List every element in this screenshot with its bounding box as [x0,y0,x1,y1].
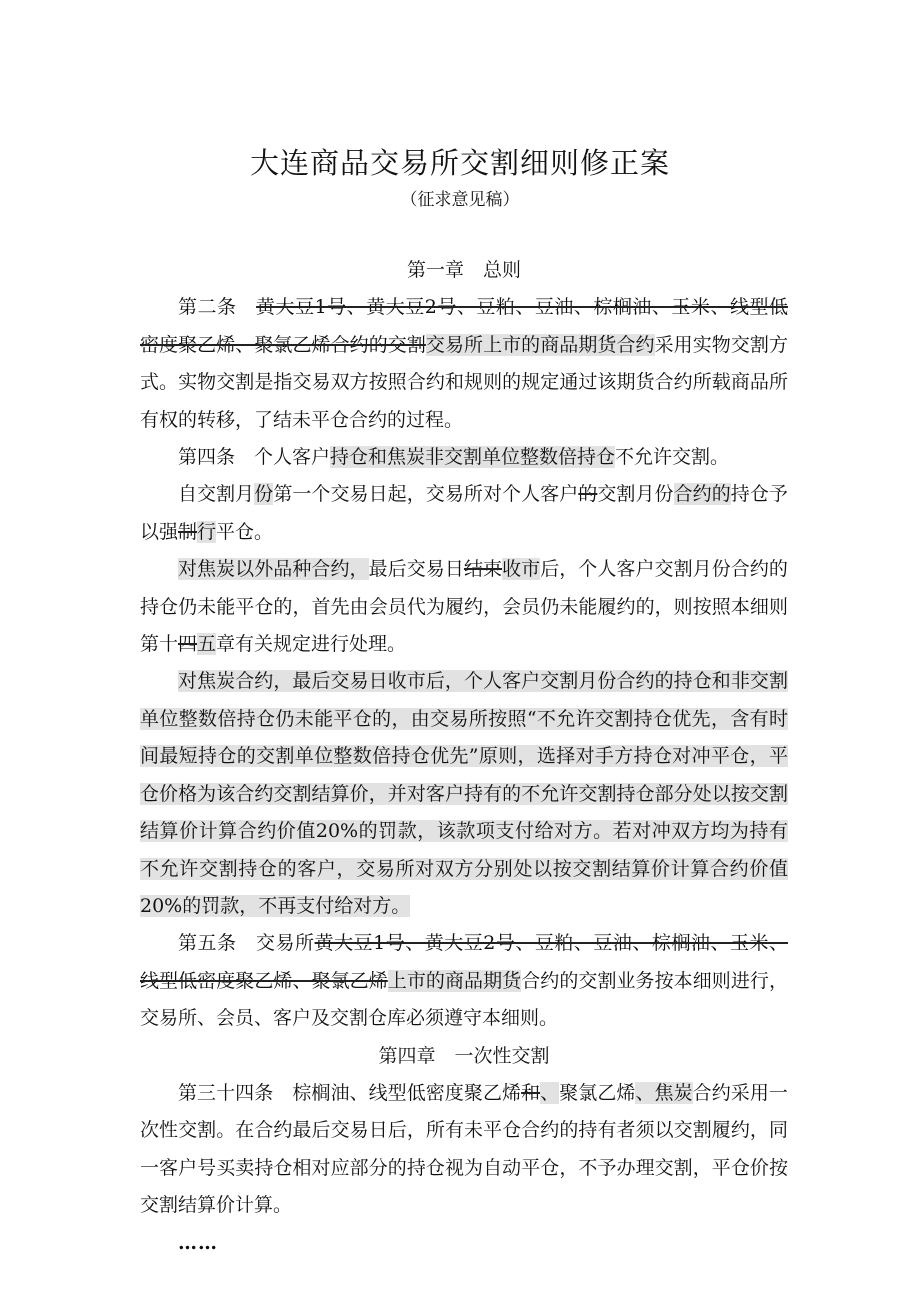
inserted-text: 对焦炭合约，最后交易日收市后，个人客户交割月份合约的持仓和非交割单位整数倍持仓仍未能平仓的，由交易所按照“不允许交割持仓优先，含有时间最短持仓的交割单位整数倍持仓优先”原则，选择对手方持仓对冲平仓，平仓价格为该合约交割结算价，并对客户持有的不允许交割持仓部分处以按交割结算价计算合约价值20%的罚款，该款项支付给对方。若对冲双方均为持有不允许交割持仓的客户，交易所对双方分别处以按交割结算价计算合约价值20%的罚款，不再支付给对方。 [140,670,788,917]
article-paragraph [140,925,788,1037]
deleted-text: 制 [178,520,198,543]
paragraph-text: 章有关规定进行处理。 [216,633,407,656]
paragraph-text: 第五条 交易所 [178,932,315,955]
paragraph-text: 第二条 [178,296,257,319]
deleted-text: 结束 [463,558,503,581]
paragraph-text: 第一个交易日起，交易所对个人客户 [273,483,579,506]
chapter-heading: 第四章 一次性交割 [378,1044,550,1067]
paragraph-text: 聚氯乙烯 [559,1081,636,1104]
deleted-text: 和 [521,1081,541,1104]
inserted-text: 持仓和焦炭非交割单位整数倍持仓 [330,446,616,469]
paragraph-text: 第三十四条 棕榈油、线型低密度聚乙烯 [178,1081,522,1104]
article-paragraph [140,551,788,663]
article-paragraph [140,1075,788,1225]
inserted-text: 行 [197,520,217,543]
inserted-text: 五 [197,633,217,656]
document-title: 大连商品交易所交割细则修正案 [249,146,670,180]
paragraph-text: 交割月份 [597,483,674,506]
inserted-text: 对焦炭以外品种合约， [178,558,369,581]
paragraph-text: 平仓。 [216,520,274,543]
inserted-text: 交易所上市的商品期货合约 [425,333,655,356]
article-paragraph [140,439,788,476]
inserted-text: 、焦炭 [635,1081,693,1104]
deleted-text: 黄大豆1号、黄大豆2号、豆粕、豆油、棕榈油、玉米、线型低密度聚乙烯、聚氯乙烯合约的交割 [140,296,788,356]
chapter-heading: 第一章 总则 [406,259,521,281]
document-subtitle: （征求意见稿） [400,190,520,210]
inserted-text: 收市 [502,558,541,581]
deleted-text: 的 [578,483,598,506]
continuation-ellipsis: …… [178,1231,218,1254]
paragraph-text: 第四条 个人客户 [178,446,331,469]
inserted-text: 合约的 [673,483,731,506]
inserted-text: 份 [254,483,274,506]
article-paragraph [140,289,788,439]
deleted-text: 四 [178,633,198,656]
paragraph-text: 采用实物交割方式。实物交割是指交易双方按照合约和规则的规定通过该期货合约所载商品所有权的转移，了结未平仓合约的过程。 [140,333,788,431]
paragraph-text: 最后交易日 [368,558,464,581]
paragraph-text: 自交割月 [178,483,255,506]
inserted-text: 上市的商品期货 [387,969,522,992]
document-body [140,252,788,1262]
article-paragraph [140,663,788,925]
paragraph-text: 合约采用一次性交割。在合约最后交易日后，所有未平仓合约的持有者须以交割履约，同一客户号买卖持仓相对应部分的持仓视为自动平仓，不予办理交割，平仓价按交割结算价计算。 [140,1081,788,1217]
article-paragraph [140,476,788,551]
inserted-text: 、 [540,1081,560,1104]
paragraph-text: 持仓予以强 [140,483,788,543]
paragraph-text: 后，个人客户交割月份合约的持仓仍未能平仓的，首先由会员代为履约，会员仍未能履约的，则按照本细则第十 [140,558,788,656]
deleted-text: 黄大豆1号、黄大豆2号、豆粕、豆油、棕榈油、玉米、线型低密度聚乙烯、聚氯乙烯 [140,932,788,992]
paragraph-text: 合约的交割业务按本细则进行，交易所、会员、客户及交割仓库必须遵守本细则。 [140,969,788,1030]
paragraph-text: 不允许交割。 [615,446,730,469]
